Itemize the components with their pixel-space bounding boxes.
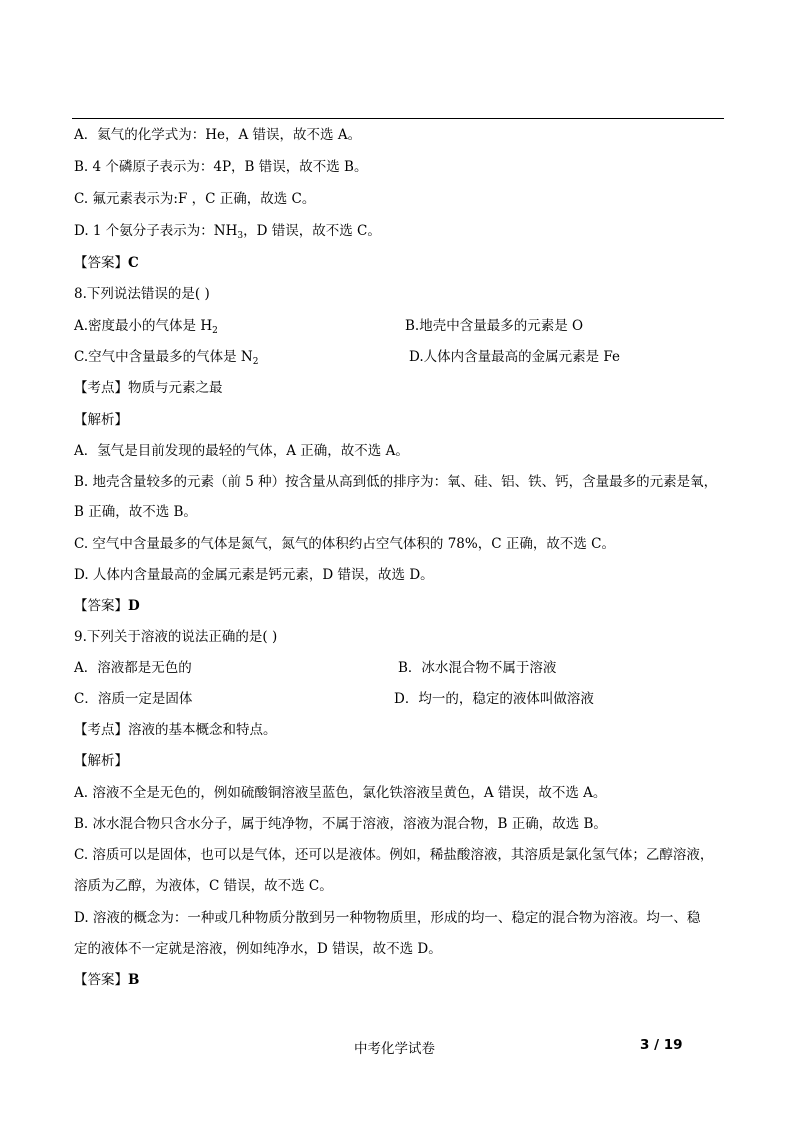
q8-option-a: A.密度最小的气体是 $H_2$ [74,318,218,336]
q9-analysis-a: A. 溶液不全是无色的，例如硫酸铜溶液呈蓝色，氯化铁溶液呈黄色，A 错误，故不选 A。 [74,785,607,801]
q7-analysis-c: C. 氟元素表示为:F ，C 正确，故选 C。 [74,191,316,207]
q8-analysis-b2: B 正确，故不选 B。 [74,504,197,520]
q9-answer: 【答案】B [74,972,140,988]
q9-analysis-c1: C. 溶质可以是固体，也可以是气体，还可以是液体。例如，稀盐酸溶液，其溶质是氯化氢气体；乙醇溶液， [74,847,714,863]
q8-stem: 8.下列说法错误的是( ) [74,286,210,302]
q9-analysis-label: 【解析】 [74,753,128,769]
q9-answer-value: B [128,972,140,988]
q8-analysis-b1: B. 地壳含量较多的元素（前 5 种）按含量从高到低的排序为：氧、硅、铝、铁、钙，含量最多的元素是氧， [74,474,718,490]
q9-option-b: B．冰水混合物不属于溶液 [398,660,557,676]
q9-analysis-d1: D. 溶液的概念为：一种或几种物质分散到另一种物物质里，形成的均一、稳定的混合物为溶液。均一、稳 [74,910,701,926]
q9-stem: 9.下列关于溶液的说法正确的是( ) [74,629,278,645]
q9-analysis-c2: 溶质为乙醇，为液体，C 错误，故不选 C。 [74,878,333,894]
q9-option-c: C．溶质一定是固体 [74,691,193,707]
q9-option-a: A．溶液都是无色的 [74,660,192,676]
q9-option-d: D．均一的，稳定的液体叫做溶液 [394,691,594,707]
q8-analysis-c: C. 空气中含量最多的气体是氮气，氮气的体积约占空气体积的 78%，C 正确，故不选 C。 [74,536,615,552]
q9-analysis-d2: 定的液体不一定就是溶液，例如纯净水，D 错误，故不选 D。 [74,941,442,957]
q7-analysis-b: B. 4 个磷原子表示为：4P，B 错误，故不选 B。 [74,159,368,175]
q9-analysis-b: B. 冰水混合物只含水分子，属于纯净物，不属于溶液，溶液为混合物，B 正确，故选 B。 [74,816,607,832]
q7-analysis-a: A．氦气的化学式为：He，A 错误，故不选 A。 [74,127,362,143]
q9-point: 【考点】溶液的基本概念和特点。 [74,722,277,738]
q8-option-b: B.地壳中含量最多的元素是 O [405,318,584,334]
page-number: 3 / 19 [640,1037,683,1053]
q8-option-c: C.空气中含量最多的气体是 $N_2$ [74,349,259,367]
q8-analysis-a: A．氢气是目前发现的最轻的气体，A 正确，故不选 A。 [74,443,409,459]
q8-analysis-label: 【解析】 [74,412,128,428]
q8-option-d: D.人体内含量最高的金属元素是 Fe [409,349,621,365]
q7-answer: 【答案】C [74,255,139,271]
header-rule [72,118,724,119]
q8-analysis-d: D. 人体内含量最高的金属元素是钙元素，D 错误，故选 D。 [74,567,434,583]
q7-answer-value: C [128,255,139,271]
q8-point: 【考点】物质与元素之最 [74,380,223,396]
q8-answer-value: D [128,598,140,614]
q8-answer: 【答案】D [74,598,140,614]
q7-analysis-d: D. 1 个氨分子表示为：$NH_3$，D 错误，故不选 C。 [74,223,381,241]
footer-title: 中考化学试卷 [354,1041,435,1057]
